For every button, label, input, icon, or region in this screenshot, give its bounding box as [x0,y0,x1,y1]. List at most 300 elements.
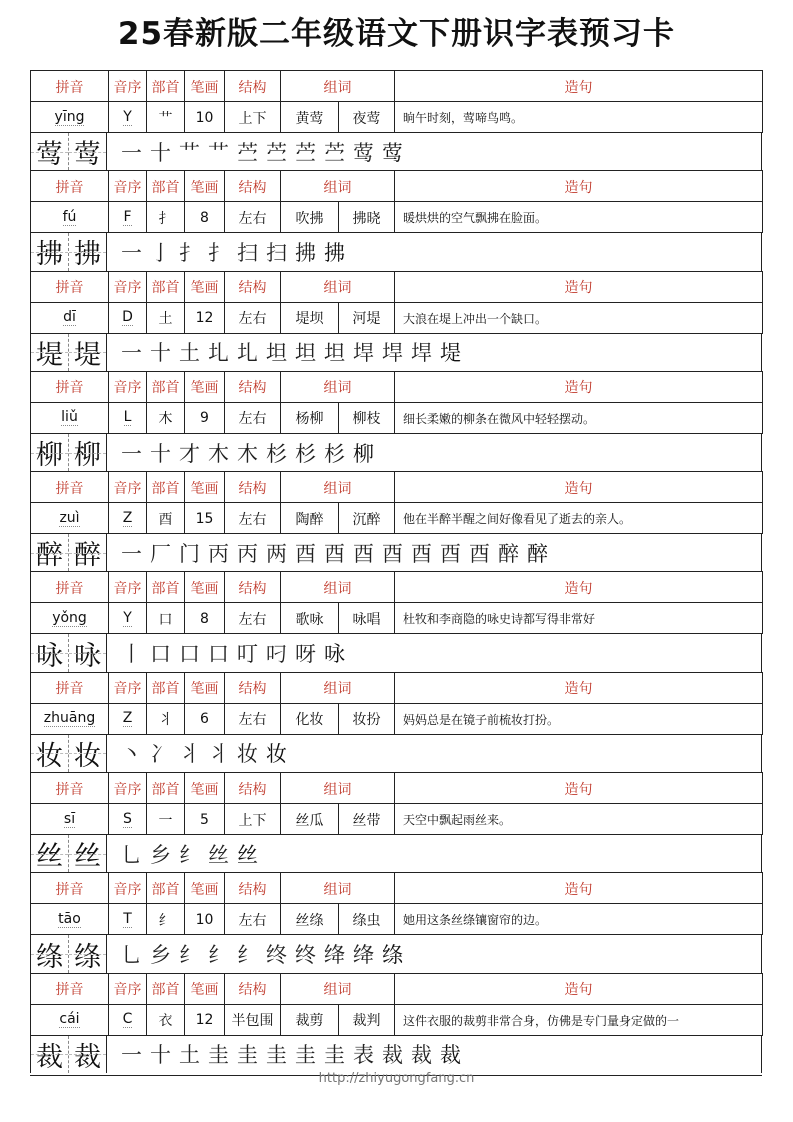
header-radical: 部首 [147,673,185,704]
stroke-step: 纟 [179,842,200,867]
large-character: 裁 [69,1036,107,1073]
stroke-step: 酉 [324,541,345,566]
stroke-step: 木 [208,441,229,466]
stroke-step: 艹 [179,140,200,165]
stroke-count-cell: 12 [185,303,225,334]
stroke-count-cell: 10 [185,904,225,935]
character-block [30,471,762,571]
stroke-order-row [30,934,762,972]
stroke-step: 裁 [411,1043,432,1068]
structure-cell: 左右 [225,403,281,434]
stroke-sequence [107,438,378,468]
header-strokes: 笔画 [185,873,225,904]
header-structure: 结构 [225,773,281,804]
pinyin-text: dī [63,309,76,326]
character-block [30,973,762,1073]
header-strokes: 笔画 [185,372,225,403]
radical-cell: 衣 [147,1005,185,1036]
word-2-cell: 沉醉 [339,503,395,534]
stroke-step: 呀 [295,642,316,667]
word-2-cell: 拂晓 [339,202,395,233]
word-2-cell: 河堤 [339,303,395,334]
structure-cell: 左右 [225,704,281,735]
large-character: 堤 [31,334,69,371]
order-cell [109,202,147,233]
header-order: 音序 [109,873,147,904]
stroke-step: 纟 [237,943,258,968]
pinyin-text: zuì [59,509,80,526]
stroke-sequence [107,1039,465,1069]
order-text: T [123,910,132,927]
word-1-cell: 丝瓜 [281,804,339,835]
stroke-step: 亅 [150,240,171,265]
radical-cell: 酉 [147,503,185,534]
header-pinyin: 拼音 [31,572,109,603]
header-sentence: 造句 [395,272,763,303]
stroke-step: 苎 [266,140,287,165]
stroke-step: 土 [179,1043,200,1068]
header-words: 组词 [281,472,395,503]
stroke-order-row [30,734,762,772]
stroke-step: 一 [121,140,142,165]
stroke-step: 酉 [411,541,432,566]
order-cell [109,303,147,334]
word-1-cell: 裁剪 [281,1005,339,1036]
radical-cell: 纟 [147,904,185,935]
header-row [30,973,763,1005]
large-character: 柳 [31,434,69,471]
stroke-step: 醉 [498,541,519,566]
header-pinyin: 拼音 [31,974,109,1005]
header-radical: 部首 [147,171,185,202]
header-order: 音序 [109,71,147,102]
header-radical: 部首 [147,974,185,1005]
info-row [30,402,763,434]
large-character: 拂 [69,233,107,270]
stroke-step: 厂 [150,541,171,566]
header-sentence: 造句 [395,572,763,603]
order-cell [109,904,147,935]
header-structure: 结构 [225,272,281,303]
stroke-step: 丙 [208,541,229,566]
header-words: 组词 [281,272,395,303]
stroke-count-cell: 10 [185,102,225,133]
stroke-step: 口 [179,642,200,667]
stroke-step: 咏 [324,642,345,667]
header-order: 音序 [109,572,147,603]
sentence-cell: 晌午时刻，莺啼鸟鸣。 [395,102,763,133]
header-sentence: 造句 [395,171,763,202]
info-row [30,1004,763,1036]
header-order: 音序 [109,472,147,503]
stroke-order-row [30,232,762,270]
stroke-step: 木 [237,441,258,466]
stroke-step: 裁 [382,1043,403,1068]
header-words: 组词 [281,372,395,403]
word-2-cell: 妆扮 [339,704,395,735]
stroke-order-row [30,834,762,872]
character-block [30,672,762,772]
header-radical: 部首 [147,272,185,303]
header-sentence: 造句 [395,372,763,403]
header-strokes: 笔画 [185,572,225,603]
radical-cell: 丬 [147,704,185,735]
stroke-order-row [30,533,762,571]
pinyin-text: zhuāng [43,710,96,727]
character-table [30,70,762,1073]
stroke-count-cell: 9 [185,403,225,434]
character-block [30,70,762,170]
pinyin-text: sī [63,810,76,827]
stroke-step: 苎 [324,140,345,165]
stroke-step: 艹 [208,140,229,165]
stroke-step: 一 [121,441,142,466]
header-pinyin: 拼音 [31,71,109,102]
pinyin-cell [31,904,109,935]
character-block [30,772,762,872]
header-order: 音序 [109,773,147,804]
large-character: 丝 [69,835,107,872]
stroke-step: 杉 [324,441,345,466]
stroke-step: 叮 [237,642,258,667]
header-structure: 结构 [225,974,281,1005]
structure-cell: 左右 [225,503,281,534]
large-character: 拂 [31,233,69,270]
pinyin-cell [31,603,109,634]
header-structure: 结构 [225,572,281,603]
structure-cell: 上下 [225,804,281,835]
stroke-step: 十 [150,441,171,466]
header-row [30,872,763,904]
character-block [30,371,762,471]
stroke-step: 丝 [208,842,229,867]
order-cell [109,503,147,534]
info-row [30,602,763,634]
header-order: 音序 [109,974,147,1005]
large-character: 咏 [69,634,107,671]
header-strokes: 笔画 [185,71,225,102]
stroke-step: 一 [121,240,142,265]
stroke-step: 圭 [237,1043,258,1068]
word-2-cell: 裁判 [339,1005,395,1036]
pinyin-cell [31,1005,109,1036]
stroke-step: 妆 [237,742,258,767]
sentence-cell: 妈妈总是在镜子前梳妆打扮。 [395,704,763,735]
header-words: 组词 [281,572,395,603]
header-order: 音序 [109,272,147,303]
large-character: 醉 [69,534,107,571]
header-radical: 部首 [147,472,185,503]
radical-cell: 扌 [147,202,185,233]
stroke-step: 裁 [440,1043,461,1068]
info-row [30,502,763,534]
stroke-order-row [30,633,762,671]
sentence-cell: 细长柔嫩的柳条在微风中轻轻摆动。 [395,403,763,434]
order-text: C [122,1011,133,1028]
word-1-cell: 丝绦 [281,904,339,935]
stroke-sequence [107,237,349,267]
header-words: 组词 [281,873,395,904]
header-row [30,571,763,603]
stroke-step: 酉 [295,541,316,566]
header-radical: 部首 [147,773,185,804]
structure-cell: 左右 [225,904,281,935]
stroke-count-cell: 15 [185,503,225,534]
large-character: 莺 [69,133,107,170]
stroke-step: 丬 [179,742,200,767]
stroke-step: 圭 [266,1043,287,1068]
header-pinyin: 拼音 [31,873,109,904]
info-row [30,703,763,735]
header-row [30,170,763,202]
order-cell [109,102,147,133]
large-character: 堤 [69,334,107,371]
stroke-step: 乚 [121,943,142,968]
header-words: 组词 [281,773,395,804]
header-pinyin: 拼音 [31,773,109,804]
stroke-step: 圠 [208,341,229,366]
sentence-cell: 她用这条丝绦镶窗帘的边。 [395,904,763,935]
radical-cell: 口 [147,603,185,634]
stroke-step: 叼 [266,642,287,667]
stroke-step: 坦 [324,341,345,366]
info-row [30,302,763,334]
header-structure: 结构 [225,71,281,102]
header-structure: 结构 [225,673,281,704]
order-cell [109,603,147,634]
header-pinyin: 拼音 [31,171,109,202]
radical-cell: 土 [147,303,185,334]
stroke-step: 土 [179,341,200,366]
stroke-step: 纟 [208,943,229,968]
header-words: 组词 [281,974,395,1005]
sentence-cell: 天空中飘起雨丝来。 [395,804,763,835]
stroke-step: 十 [150,140,171,165]
radical-cell: 木 [147,403,185,434]
header-row [30,471,763,503]
stroke-step: 丝 [237,842,258,867]
stroke-step: 丙 [237,541,258,566]
stroke-step: 扫 [266,240,287,265]
stroke-step: 绦 [382,943,403,968]
word-2-cell: 夜莺 [339,102,395,133]
stroke-step: 垾 [411,341,432,366]
stroke-step: 圠 [237,341,258,366]
stroke-step: 醉 [527,541,548,566]
stroke-step: 拂 [295,240,316,265]
info-row [30,201,763,233]
sentence-cell: 大浪在堤上冲出一个缺口。 [395,303,763,334]
pinyin-cell [31,804,109,835]
large-character: 莺 [31,133,69,170]
header-order: 音序 [109,372,147,403]
header-order: 音序 [109,673,147,704]
header-strokes: 笔画 [185,171,225,202]
header-radical: 部首 [147,372,185,403]
order-text: D [122,309,133,326]
header-words: 组词 [281,171,395,202]
stroke-step: 终 [266,943,287,968]
stroke-sequence [107,939,407,969]
stroke-step: 丬 [208,742,229,767]
pinyin-text: liǔ [61,409,78,426]
stroke-step: 才 [179,441,200,466]
stroke-step: 扌 [179,240,200,265]
order-cell [109,704,147,735]
header-sentence: 造句 [395,71,763,102]
stroke-step: 丶 [121,742,142,767]
sentence-cell: 他在半醉半醒之间好像看见了逝去的亲人。 [395,503,763,534]
pinyin-cell [31,704,109,735]
stroke-step: 十 [150,341,171,366]
header-strokes: 笔画 [185,974,225,1005]
pinyin-text: cái [59,1011,80,1028]
header-structure: 结构 [225,873,281,904]
stroke-order-row [30,433,762,471]
word-1-cell: 堤坝 [281,303,339,334]
stroke-step: 一 [121,341,142,366]
stroke-step: 酉 [440,541,461,566]
header-pinyin: 拼音 [31,372,109,403]
radical-cell: 一 [147,804,185,835]
header-structure: 结构 [225,372,281,403]
stroke-step: 酉 [382,541,403,566]
order-cell [109,804,147,835]
stroke-sequence [107,538,552,568]
large-character: 柳 [69,434,107,471]
radical-cell: 艹 [147,102,185,133]
stroke-step: 一 [121,1043,142,1068]
header-order: 音序 [109,171,147,202]
stroke-step: 杉 [266,441,287,466]
header-pinyin: 拼音 [31,673,109,704]
word-1-cell: 化妆 [281,704,339,735]
footer-url: http://zhiyugongfang.cn [318,1071,475,1086]
pinyin-text: fú [62,208,77,225]
stroke-count-cell: 12 [185,1005,225,1036]
header-row [30,772,763,804]
sentence-cell: 杜牧和李商隐的咏史诗都写得非常好 [395,603,763,634]
pinyin-text: yǒng [52,609,87,626]
large-character: 咏 [31,634,69,671]
large-character: 绦 [31,935,69,972]
stroke-step: 纟 [179,943,200,968]
stroke-step: 门 [179,541,200,566]
stroke-step: 口 [150,642,171,667]
stroke-sequence [107,337,465,367]
word-1-cell: 歌咏 [281,603,339,634]
header-radical: 部首 [147,572,185,603]
stroke-step: 莺 [353,140,374,165]
sentence-cell: 这件衣服的裁剪非常合身，仿佛是专门量身定做的一 [395,1005,763,1036]
pinyin-text: tāo [58,910,81,927]
header-structure: 结构 [225,472,281,503]
header-strokes: 笔画 [185,673,225,704]
structure-cell: 左右 [225,202,281,233]
header-radical: 部首 [147,71,185,102]
large-character: 醉 [31,534,69,571]
character-block [30,271,762,371]
stroke-step: 一 [121,541,142,566]
order-text: Z [122,509,133,526]
pinyin-text: yīng [54,108,85,125]
stroke-step: 妆 [266,742,287,767]
header-sentence: 造句 [395,873,763,904]
structure-cell: 左右 [225,303,281,334]
stroke-step: 垾 [382,341,403,366]
stroke-step: 垾 [353,341,374,366]
stroke-step: 乚 [121,842,142,867]
character-block [30,170,762,270]
pinyin-cell [31,202,109,233]
header-pinyin: 拼音 [31,472,109,503]
sentence-cell: 暖烘烘的空气飘拂在脸面。 [395,202,763,233]
structure-cell: 左右 [225,603,281,634]
stroke-order-row [30,333,762,371]
order-cell [109,1005,147,1036]
stroke-step: 酉 [469,541,490,566]
stroke-count-cell: 5 [185,804,225,835]
word-1-cell: 陶醉 [281,503,339,534]
info-row [30,803,763,835]
header-sentence: 造句 [395,974,763,1005]
header-strokes: 笔画 [185,773,225,804]
stroke-step: 两 [266,541,287,566]
header-pinyin: 拼音 [31,272,109,303]
stroke-sequence [107,839,262,869]
header-row [30,672,763,704]
stroke-step: 绛 [353,943,374,968]
stroke-step: 莺 [382,140,403,165]
word-2-cell: 柳枝 [339,403,395,434]
word-2-cell: 丝带 [339,804,395,835]
order-text: Z [122,710,133,727]
header-words: 组词 [281,673,395,704]
stroke-step: 杉 [295,441,316,466]
order-cell [109,403,147,434]
info-row [30,101,763,133]
stroke-step: 柳 [353,441,374,466]
structure-cell: 半包围 [225,1005,281,1036]
stroke-sequence [107,638,349,668]
stroke-sequence [107,137,407,167]
stroke-step: 坦 [266,341,287,366]
large-character: 妆 [69,735,107,772]
order-text: F [123,208,132,225]
word-2-cell: 咏唱 [339,603,395,634]
large-character: 裁 [31,1036,69,1073]
pinyin-cell [31,303,109,334]
header-row [30,371,763,403]
header-radical: 部首 [147,873,185,904]
stroke-step: 拂 [324,240,345,265]
stroke-step: 冫 [150,742,171,767]
header-sentence: 造句 [395,472,763,503]
stroke-order-row [30,1035,762,1073]
stroke-step: 乡 [150,943,171,968]
header-structure: 结构 [225,171,281,202]
header-strokes: 笔画 [185,472,225,503]
stroke-step: 乡 [150,842,171,867]
page-title: 25春新版二年级语文下册识字表预习卡 [117,16,676,52]
character-block [30,872,762,972]
stroke-step: 口 [208,642,229,667]
header-words: 组词 [281,71,395,102]
pinyin-cell [31,503,109,534]
structure-cell: 上下 [225,102,281,133]
header-row [30,271,763,303]
header-sentence: 造句 [395,673,763,704]
